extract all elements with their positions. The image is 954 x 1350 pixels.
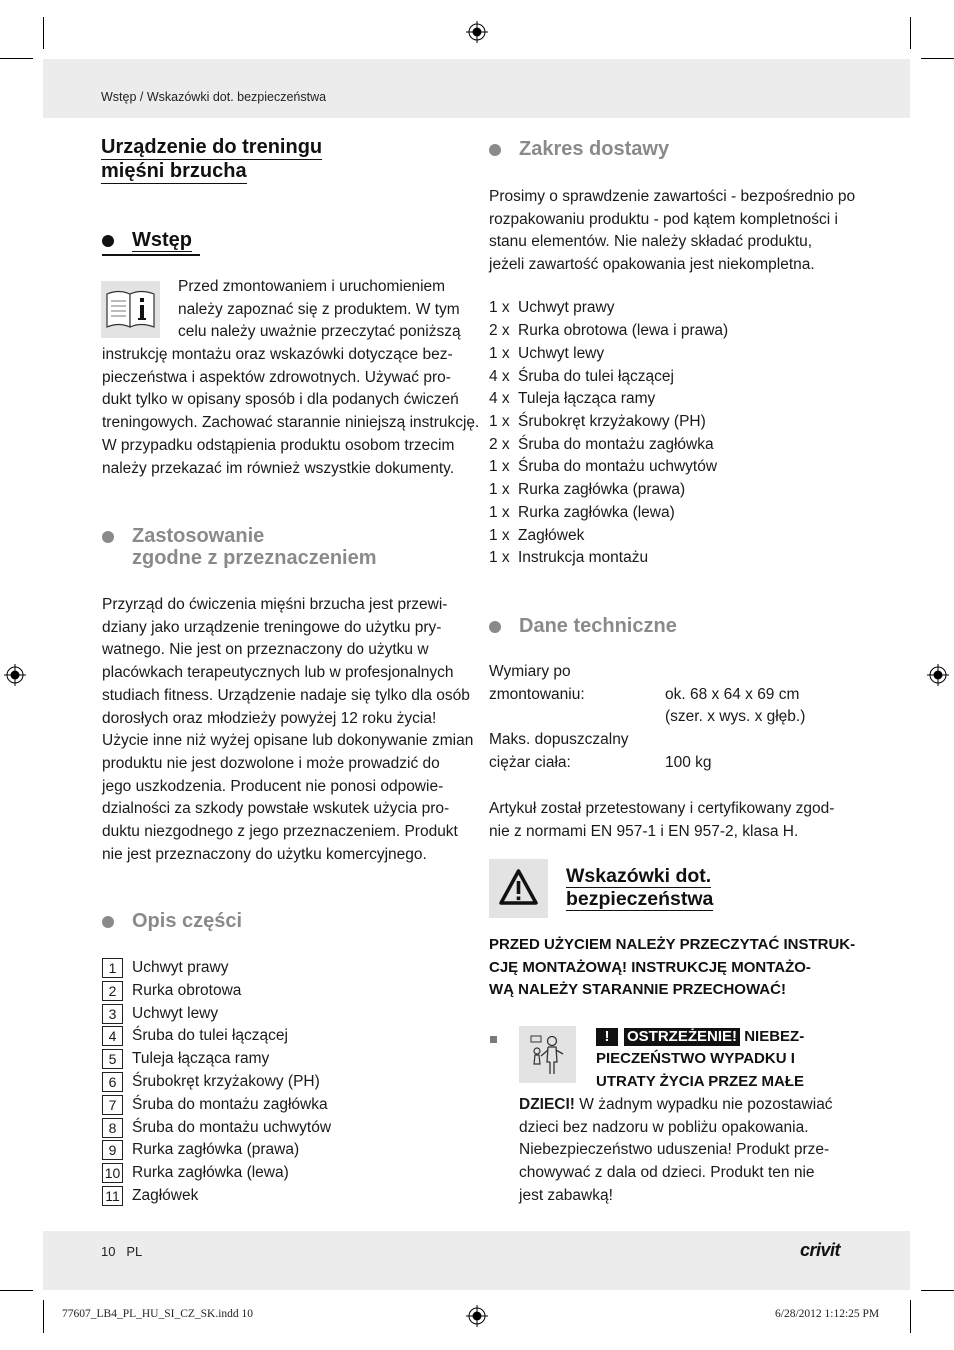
tech-weight-label-2: ciężar ciała:	[489, 754, 571, 771]
page-title: Urządzenie do treningu mięśni brzucha	[101, 136, 323, 182]
heading-underline	[102, 254, 200, 256]
intro-text-indented: Przed zmontowaniem i uruchomieniem należy zapoznać się z produktem. W tym celu należy uważnie przeczytać poniższą	[178, 278, 461, 341]
bullet-icon	[489, 144, 501, 156]
bullet-icon	[102, 916, 114, 928]
tech-dim-label-1: Wymiary po	[489, 663, 571, 680]
footer-band	[43, 1231, 910, 1290]
tech-weight-label-1: Maks. dopuszczalny	[489, 731, 629, 748]
bullet-icon	[102, 235, 114, 247]
square-bullet-icon	[490, 1036, 497, 1043]
safety-caps-notice: PRZED UŻYCIEM NALEŻY PRZECZYTAĆ INSTRUK- CJĘ MONTAŻOWĄ! INSTRUKCJĘ MONTAŻO- WĄ NALEŻY STARANNIE PRZECHOWAĆ!	[489, 936, 856, 999]
warning-line-2: PIECZEŃSTWO WYPADKU I	[596, 1050, 795, 1067]
intended-use-text: Przyrząd do ćwiczenia mięśni brzucha jest przewi- dziany jako urządzenie treningowe do użytku pry- watnego. Nie jest on przeznaczony do użytku w placówkach terapeutycznych lub w profesjonalnych studiach fitness. Urządzenie nadaje się tylko dla osób dorosłych oraz młodzieży powyżej 12 roku życia! Użycie inne niż wyżej opisane lub dokonywanie zmian produktu nie jest dozwolone i może prowadzić do jego uszkodzenia. Producent nie ponosi odpowie- dzialności za szkody powstałe wskutek użycia pro- duktu niezgodnego z jego przeznaczeniem. Produkt nie jest przeznaczony do użytku komercyjnego.	[102, 596, 474, 863]
tech-weight-value: 100 kg	[665, 754, 712, 771]
warning-body: DZIECI! W żadnym wypadku nie pozostawiać dzieci bez nadzoru w pobliżu opakowania. Niebezpieczeństwo uduszenia! Produkt prze- chowywać z dala od dzieci. Produkt ten nie jest zabawką!	[519, 1096, 833, 1204]
book-info-icon	[101, 281, 160, 338]
warning-badge: OSTRZEŻENIE!	[624, 1028, 740, 1046]
registration-mark-icon	[466, 1305, 488, 1327]
breadcrumb: Wstęp / Wskazówki dot. bezpieczeństwa	[101, 90, 327, 104]
crop-mark	[910, 17, 911, 49]
slug-filename: 77607_LB4_PL_HU_SI_CZ_SK.indd 10	[62, 1308, 254, 1320]
registration-mark-icon	[927, 664, 949, 686]
crop-mark	[0, 58, 33, 59]
header-band	[43, 59, 910, 118]
page-number: 10 PL	[101, 1244, 143, 1259]
crop-mark	[0, 1290, 33, 1291]
delivery-text: Prosimy o sprawdzenie zawartości - bezpośrednio po rozpakowaniu produktu - pod kątem kompletności i stanu elementów. Nie należy składać produktu, jeżeli zawartość opakowania jest niekompletna.	[489, 188, 856, 274]
tech-dim-label-2: zmontowaniu:	[489, 686, 585, 703]
bullet-icon	[489, 621, 501, 633]
brand-logo: crivit	[800, 1240, 841, 1260]
crop-mark	[921, 1290, 954, 1291]
crop-mark	[921, 58, 954, 59]
tech-dim-note: (szer. x wys. x głęb.)	[665, 708, 806, 725]
warning-triangle-icon	[489, 859, 548, 918]
crop-mark	[43, 1300, 44, 1333]
crop-mark	[43, 17, 44, 49]
child-warning-icon	[519, 1026, 576, 1083]
registration-mark-icon	[4, 664, 26, 686]
warning-line-3: UTRATY ŻYCIA PRZEZ MAŁE	[596, 1073, 805, 1090]
bullet-icon	[102, 531, 114, 543]
crop-mark	[910, 1300, 911, 1333]
intro-text: instrukcję montażu oraz wskazówki dotyczące bez- pieczeństwa i aspektów zdrowotnych. Używać pro- dukt tylko w opisany sposób i dla podanych ćwiczeń treningowych. Zachować starannie niniejszą instrukcję. W przypadku odstąpienia produktu osobom trzecim należy przekazać im również wszystkie dokumenty.	[102, 346, 480, 477]
slug-date: 6/28/2012 1:12:25 PM	[775, 1308, 880, 1320]
warning-line-1: ! OSTRZEŻENIE! NIEBEZ-	[596, 1026, 804, 1049]
tech-dim-value: ok. 68 x 64 x 69 cm	[665, 686, 800, 703]
warning-small-icon: !	[596, 1028, 618, 1046]
cert-text: Artykuł został przetestowany i certyfikowany zgod- nie z normami EN 957-1 i EN 957-2, klasa H.	[489, 800, 835, 840]
safety-heading: Wskazówki dot. bezpieczeństwa	[566, 865, 714, 910]
registration-mark-icon	[466, 21, 488, 43]
